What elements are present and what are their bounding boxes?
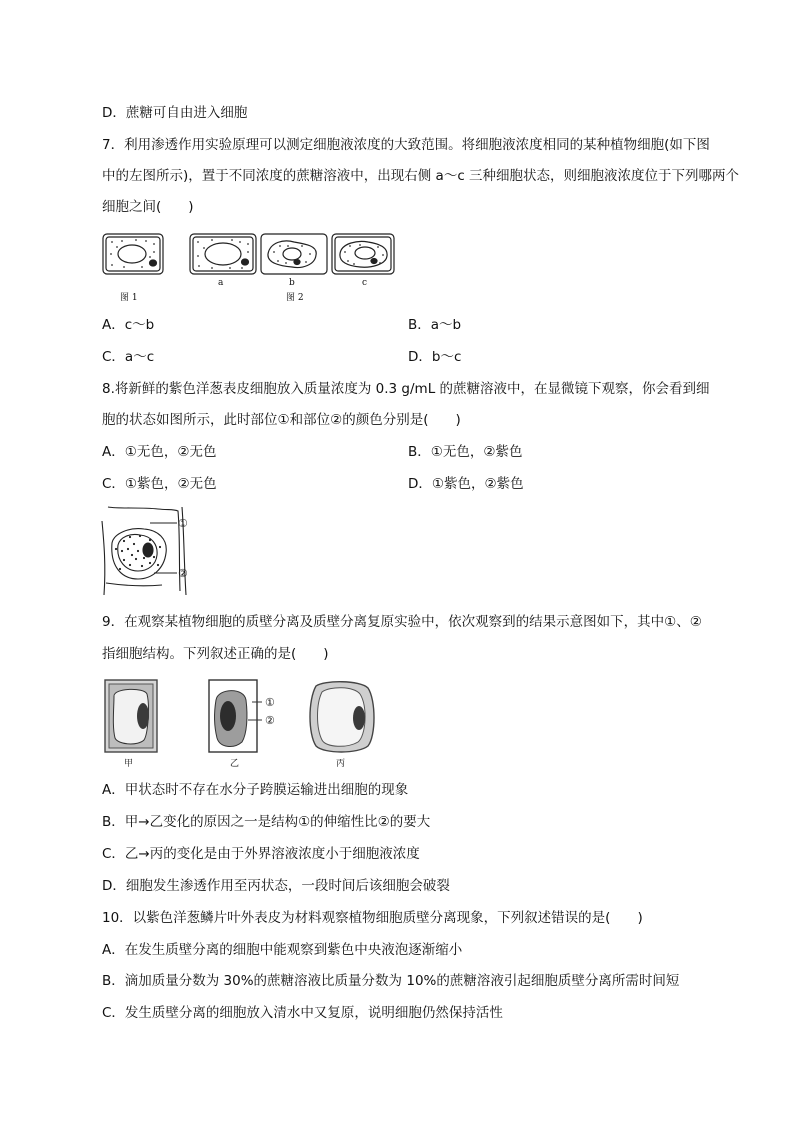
q7-stem-line-1: 7．利用渗透作用实验原理可以测定细胞液浓度的大致范围。将细胞液浓度相同的某种植物细胞(如下图 (102, 137, 710, 153)
q7-fig1-caption: 图 1 (120, 293, 138, 303)
q9-stem-line-2: 指细胞结构。下列叙述正确的是( ) (102, 646, 329, 662)
q7-option-d: D．b～c (408, 349, 462, 365)
q8-figure (100, 503, 210, 599)
q7-stem-line-2: 中的左图所示)，置于不同浓度的蔗糖溶液中，出现右侧 a～c 三种细胞状态，则细胞液浓度位于下列哪两个 (102, 168, 740, 184)
q7-option-c: C．a～c (102, 349, 155, 365)
q9-cell-yi (209, 680, 262, 752)
q7-fig-label-a: a (218, 278, 224, 288)
q9-figure (104, 678, 394, 754)
q10-option-a: A．在发生质壁分离的细胞中能观察到紫色中央液泡逐渐缩小 (102, 942, 463, 958)
q10-option-c: C．发生质壁分离的细胞放入清水中又复原，说明细胞仍然保持活性 (102, 1005, 503, 1021)
q8-stem-line-1: 8.将新鲜的紫色洋葱表皮细胞放入质量浓度为 0.3 g/mL 的蔗糖溶液中，在显微镜下观察，你会看到细 (102, 381, 710, 397)
q9-cell-jia (105, 680, 157, 752)
q7-cell-c (332, 234, 394, 274)
q9-option-c: C．乙→丙的变化是由于外界溶液浓度小于细胞液浓度 (102, 846, 420, 862)
q7-stem-line-3: 细胞之间( ) (102, 199, 194, 215)
q7-figure (102, 232, 402, 278)
q9-option-a: A．甲状态时不存在水分子跨膜运输进出细胞的现象 (102, 782, 409, 798)
q9-option-b: B．甲→乙变化的原因之一是结构①的伸缩性比②的要大 (102, 814, 431, 830)
q8-option-c: C．①紫色，②无色 (102, 476, 217, 492)
q7-fig2-caption: 图 2 (286, 293, 304, 303)
q8-marker-2: ② (178, 567, 188, 580)
q9-marker-1: ① (265, 696, 275, 709)
q7-cell-b (261, 234, 327, 274)
q8-marker-1: ① (178, 517, 188, 530)
q8-option-b: B．①无色，②紫色 (408, 444, 523, 460)
q7-cell-a (190, 234, 256, 274)
q9-label-bing: 丙 (336, 759, 346, 769)
q9-stem-line-1: 9．在观察某植物细胞的质壁分离及质壁分离复原实验中，依次观察到的结果示意图如下，其中①、② (102, 614, 702, 630)
q9-label-yi: 乙 (230, 759, 240, 769)
q10-option-b: B．滴加质量分数为 30%的蔗糖溶液比质量分数为 10%的蔗糖溶液引起细胞质壁分离所需时间短 (102, 973, 680, 989)
q7-fig-label-c: c (362, 278, 368, 288)
q9-cell-bing (310, 682, 374, 752)
q9-option-d: D．细胞发生渗透作用至丙状态，一段时间后该细胞会破裂 (102, 878, 450, 894)
q8-option-d: D．①紫色，②紫色 (408, 476, 524, 492)
q8-option-a: A．①无色，②无色 (102, 444, 217, 460)
q7-cell-fig1 (103, 234, 163, 274)
q10-stem: 10．以紫色洋葱鳞片叶外表皮为材料观察植物细胞质壁分离现象，下列叙述错误的是( ) (102, 910, 643, 926)
q7-option-b: B．a～b (408, 317, 462, 333)
q9-marker-2: ② (265, 714, 275, 727)
q7-fig-label-b: b (289, 278, 295, 288)
q9-label-jia: 甲 (124, 759, 134, 769)
q6-option-d: D．蔗糖可自由进入细胞 (102, 105, 248, 121)
q7-option-a: A．c～b (102, 317, 155, 333)
q8-stem-line-2: 胞的状态如图所示，此时部位①和部位②的颜色分别是( ) (102, 412, 461, 428)
